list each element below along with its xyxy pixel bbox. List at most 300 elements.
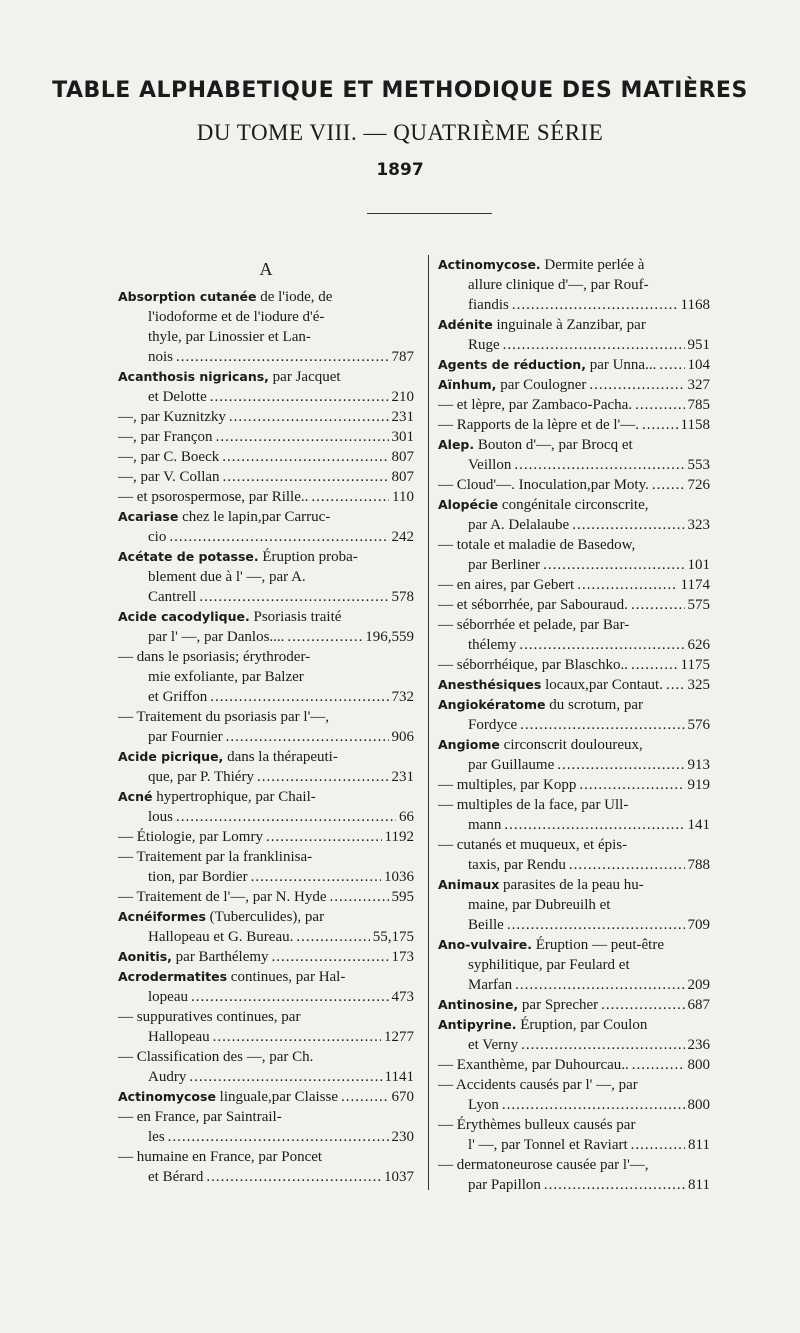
- entry-text: [118, 1149, 322, 1165]
- leader-dots: [569, 855, 685, 875]
- entry-line-text: Éruption, par Coulon: [520, 1017, 648, 1033]
- index-entry: [438, 795, 710, 835]
- entry-line: [118, 727, 414, 747]
- entry-line-text: blement due à l' —, par A.: [148, 569, 306, 585]
- entry-text: [118, 447, 219, 467]
- entry-text: [438, 395, 632, 415]
- page-number: 231: [391, 409, 414, 425]
- entry-line: [118, 887, 414, 907]
- page-number: 1174: [680, 577, 710, 593]
- leader-dots: [543, 555, 684, 575]
- entry-line: [438, 615, 710, 635]
- index-entry: [118, 487, 414, 507]
- index-entry: [118, 887, 414, 907]
- leader-dots: [572, 515, 684, 535]
- entry-heading: Aïnhum,: [438, 377, 497, 392]
- entry-text: [118, 827, 263, 847]
- entry-line: [438, 875, 710, 895]
- leader-dots: [222, 447, 388, 467]
- entry-text: [118, 369, 341, 385]
- index-entry: [438, 475, 710, 495]
- index-entry: [438, 595, 710, 615]
- entry-text: [148, 1167, 203, 1187]
- index-entry: [118, 507, 414, 547]
- entry-heading: Antinosine,: [438, 997, 519, 1012]
- entry-line-text: congénitale circonscrite,: [501, 497, 649, 513]
- entry-text: [438, 415, 639, 435]
- entry-line-text: allure clinique d'—, par Rouf-: [468, 277, 649, 293]
- page-number: 110: [392, 489, 414, 505]
- index-entry: [438, 655, 710, 675]
- entry-line-text: — séborrhéique, par Blaschko..: [438, 657, 628, 673]
- entry-line-text: Beille: [468, 917, 504, 933]
- index-entry: [438, 575, 710, 595]
- entry-line-text: — totale et maladie de Basedow,: [438, 537, 636, 553]
- entry-text: [118, 649, 310, 665]
- entry-line: [118, 907, 414, 927]
- index-entry: [118, 847, 414, 887]
- leader-dots: [210, 387, 389, 407]
- entry-heading: Acanthosis nigricans,: [118, 369, 269, 384]
- entry-text: [468, 295, 509, 315]
- entry-line-text: circonscrit douloureux,: [503, 737, 643, 753]
- leader-dots: [601, 995, 684, 1015]
- entry-line-text: par Fournier: [148, 729, 223, 745]
- entry-line: [438, 315, 710, 335]
- entry-line: [118, 1127, 414, 1147]
- index-entry: [438, 415, 710, 435]
- index-entry: [118, 967, 414, 1007]
- entry-heading: Absorption cutanée: [118, 289, 257, 304]
- entry-line: [118, 567, 414, 587]
- page-number: 473: [391, 989, 414, 1005]
- entry-line-text: — cutanés et muqueux, et épis-: [438, 837, 628, 853]
- index-entry: [438, 875, 710, 935]
- page-number: 726: [687, 477, 710, 493]
- entry-line-text: Psoriasis traité: [253, 609, 342, 625]
- entry-line: [118, 847, 414, 867]
- entry-line: [118, 287, 414, 307]
- entry-line-text: lous: [148, 809, 174, 825]
- entry-line-text: — Étiologie, par Lomry: [118, 829, 263, 845]
- entry-line-text: — Cloud'—. Inoculation,par Moty.: [438, 477, 649, 493]
- entry-line-text: mann: [468, 817, 502, 833]
- entry-text: [118, 549, 358, 565]
- entry-text: [148, 727, 223, 747]
- index-entry: [438, 355, 710, 375]
- entry-line-text: — dans le psoriasis; érythroder-: [118, 649, 311, 665]
- entry-line-text: —, par C. Boeck: [118, 449, 220, 465]
- page-number: 301: [391, 429, 414, 445]
- entry-line-text: par Coulogner: [500, 377, 587, 393]
- entry-line: [438, 375, 710, 395]
- entry-line: [118, 1167, 414, 1187]
- entry-text: [438, 937, 664, 953]
- entry-text: [468, 755, 554, 775]
- entry-line-text: — Accidents causés par l' —, par: [438, 1077, 638, 1093]
- entry-text: [438, 995, 598, 1015]
- entry-line-text: les: [148, 1129, 165, 1145]
- entry-text: [468, 335, 500, 355]
- entry-line: [438, 1075, 710, 1095]
- leader-dots: [507, 915, 685, 935]
- leader-dots: [521, 1035, 684, 1055]
- entry-line: [438, 895, 710, 915]
- entry-line: [438, 1095, 710, 1115]
- page-number: 101: [687, 557, 710, 573]
- entry-line: [438, 495, 710, 515]
- leader-dots: [223, 467, 389, 487]
- entry-heading: Alopécie: [438, 497, 499, 512]
- entry-line-text: par Guillaume: [468, 757, 555, 773]
- entry-line: [118, 407, 414, 427]
- entry-line: [438, 995, 710, 1015]
- index-entry: [438, 1115, 710, 1155]
- entry-line: [118, 587, 414, 607]
- entry-line: [438, 835, 710, 855]
- entry-line: [118, 387, 414, 407]
- page-number: 626: [687, 637, 710, 653]
- leader-dots: [176, 807, 396, 827]
- entry-heading: Anesthésiques: [438, 677, 542, 692]
- page-number: 173: [391, 949, 414, 965]
- entry-line-text: Éruption proba-: [262, 549, 358, 565]
- page-number: 951: [687, 337, 710, 353]
- entry-line: [438, 595, 710, 615]
- page-number: 1158: [680, 417, 710, 433]
- entry-line: [438, 955, 710, 975]
- entry-line: [118, 807, 414, 827]
- entry-line-text: maine, par Dubreuilh et: [468, 897, 611, 913]
- entry-text: [468, 455, 511, 475]
- entry-heading: Acide cacodylique.: [118, 609, 250, 624]
- index-entry: [438, 1075, 710, 1115]
- entry-text: [148, 587, 196, 607]
- page-number: 553: [687, 457, 710, 473]
- entry-line-text: que, par P. Thiéry: [148, 769, 254, 785]
- entry-line: [438, 655, 710, 675]
- entry-line: [438, 335, 710, 355]
- entry-line: [438, 675, 710, 695]
- entry-line: [438, 455, 710, 475]
- index-entry: [438, 255, 710, 315]
- entry-text: [118, 709, 329, 725]
- entry-line-text: thyle, par Linossier et Lan-: [148, 329, 311, 345]
- leader-dots: [652, 475, 685, 495]
- entry-line-text: par Barthélemy: [175, 949, 269, 965]
- page-number: 325: [687, 677, 710, 693]
- page-number: 104: [687, 357, 710, 373]
- entry-line-text: et Griffon: [148, 689, 208, 705]
- entry-text: [438, 317, 646, 333]
- leader-dots: [666, 675, 685, 695]
- entry-line: [438, 735, 710, 755]
- entry-line: [118, 427, 414, 447]
- entry-line: [438, 415, 710, 435]
- page-number: 141: [687, 817, 710, 833]
- entry-text: [468, 815, 501, 835]
- entry-line-text: Marfan: [468, 977, 513, 993]
- index-entry: [118, 787, 414, 827]
- page-number: 800: [687, 1057, 710, 1073]
- entry-line-text: Lyon: [468, 1097, 499, 1113]
- entry-text: [118, 1009, 300, 1025]
- entry-text: [438, 877, 644, 893]
- left-column: [118, 255, 414, 1187]
- leader-dots: [544, 1175, 685, 1195]
- entry-line-text: — et psorospermose, par Rille..: [118, 489, 309, 505]
- entry-line: [118, 507, 414, 527]
- index-entry: [438, 935, 710, 995]
- entry-text: [438, 675, 663, 695]
- entry-line: [438, 1175, 710, 1195]
- page-number: 687: [687, 997, 710, 1013]
- leader-dots: [557, 755, 684, 775]
- entry-text: [118, 969, 345, 985]
- entry-line-text: — séborrhée et pelade, par Bar-: [438, 617, 630, 633]
- entry-text: [468, 915, 504, 935]
- entry-line-text: par l' —, par Danlos....: [148, 629, 285, 645]
- entry-line-text: lopeau: [148, 989, 188, 1005]
- entry-text: [438, 257, 644, 273]
- index-entry: [438, 1015, 710, 1055]
- entry-line: [118, 447, 414, 467]
- entry-line: [438, 255, 710, 275]
- entry-line: [118, 967, 414, 987]
- entry-line: [438, 935, 710, 955]
- entry-heading: Angiome: [438, 737, 500, 752]
- leader-dots: [169, 527, 388, 547]
- entry-line-text: hypertrophique, par Chail-: [156, 789, 316, 805]
- entry-heading: Angiokératome: [438, 697, 546, 712]
- entry-line: [438, 555, 710, 575]
- index-entry: [438, 1155, 710, 1195]
- entry-text: [468, 975, 512, 995]
- entry-line-text: Bouton d'—, par Brocq et: [477, 437, 633, 453]
- entry-line: [118, 867, 414, 887]
- index-entry: [118, 287, 414, 367]
- entry-line-text: nois: [148, 349, 174, 365]
- entry-text: [148, 347, 173, 367]
- entry-text: [438, 1157, 649, 1173]
- leader-dots: [191, 987, 389, 1007]
- entry-text: [468, 1035, 518, 1055]
- entry-line: [118, 1007, 414, 1027]
- entry-text: [118, 909, 324, 925]
- leader-dots: [272, 947, 389, 967]
- entry-line-text: — humaine en France, par Poncet: [118, 1149, 323, 1165]
- page-number: 807: [391, 469, 414, 485]
- entry-line: [118, 547, 414, 567]
- entry-line-text: et Bérard: [148, 1169, 204, 1185]
- page-number: 670: [391, 1089, 414, 1105]
- entry-line-text: thélemy: [468, 637, 517, 653]
- page-number: 709: [687, 917, 710, 933]
- entry-text: [438, 837, 627, 853]
- entry-line: [438, 1135, 710, 1155]
- entry-line-text: Éruption — peut-être: [535, 937, 664, 953]
- entry-heading: Actinomycose.: [438, 257, 541, 272]
- entry-line-text: — Érythèmes bulleux causés par: [438, 1117, 636, 1133]
- entry-line: [118, 1027, 414, 1047]
- leader-dots: [341, 1087, 389, 1107]
- index-entry: [118, 367, 414, 407]
- year-label: 1897: [376, 160, 424, 180]
- entry-heading: Acné: [118, 789, 153, 804]
- entry-line: [438, 775, 710, 795]
- entry-line: [118, 307, 414, 327]
- entry-text: [438, 1055, 629, 1075]
- entry-text: [438, 575, 574, 595]
- entry-line-text: tion, par Bordier: [148, 869, 248, 885]
- entry-line-text: et Delotte: [148, 389, 207, 405]
- entry-line-text: continues, par Hal-: [230, 969, 346, 985]
- entry-line-text: de l'iode, de: [260, 289, 333, 305]
- entry-line: [118, 927, 414, 947]
- leader-dots: [631, 595, 685, 615]
- entry-text: [148, 687, 207, 707]
- leader-dots: [226, 727, 389, 747]
- entry-text: [148, 527, 166, 547]
- entry-line: [438, 275, 710, 295]
- leader-dots: [589, 375, 684, 395]
- entry-text: [148, 309, 324, 325]
- entry-line: [118, 607, 414, 627]
- entry-text: [118, 1087, 338, 1107]
- page-number: 913: [687, 757, 710, 773]
- entry-line: [438, 715, 710, 735]
- leader-dots: [502, 1095, 685, 1115]
- entry-line: [118, 827, 414, 847]
- entry-line-text: Fordyce: [468, 717, 518, 733]
- page-number: 230: [391, 1129, 414, 1145]
- entry-line: [118, 367, 414, 387]
- leader-dots: [287, 627, 362, 647]
- entry-text: [468, 1095, 499, 1115]
- index-entry: [118, 547, 414, 607]
- entry-line-text: parasites de la peau hu-: [503, 877, 644, 893]
- index-entry: [118, 647, 414, 707]
- entry-line: [118, 1047, 414, 1067]
- entry-line-text: syphilitique, par Feulard et: [468, 957, 630, 973]
- entry-line: [438, 1015, 710, 1035]
- page-number: 906: [391, 729, 414, 745]
- index-entry: [118, 427, 414, 447]
- entry-line-text: dans la thérapeuti-: [227, 749, 338, 765]
- entry-heading: Alep.: [438, 437, 475, 452]
- entry-line: [118, 987, 414, 1007]
- entry-line-text: — Classification des —, par Ch.: [118, 1049, 314, 1065]
- entry-line: [438, 915, 710, 935]
- entry-line-text: linguale,par Claisse: [219, 1089, 338, 1105]
- index-entry: [438, 995, 710, 1015]
- page-number: 242: [391, 529, 414, 545]
- entry-line-text: par Jacquet: [272, 369, 341, 385]
- page-number: 788: [687, 857, 710, 873]
- leader-dots: [504, 815, 684, 835]
- entry-text: [438, 475, 649, 495]
- entry-text: [438, 737, 643, 753]
- entry-line-text: — Traitement du psoriasis par l'—,: [118, 709, 330, 725]
- entry-text: [468, 855, 566, 875]
- entry-line-text: et Verny: [468, 1037, 519, 1053]
- entry-text: [468, 515, 569, 535]
- section-letter: A: [259, 259, 273, 279]
- index-entry: [438, 775, 710, 795]
- entry-heading: Actinomycose: [118, 1089, 216, 1104]
- leader-dots: [512, 295, 678, 315]
- entry-line: [438, 295, 710, 315]
- entry-line-text: l'iodoforme et de l'iodure d'é-: [148, 309, 325, 325]
- entry-line: [118, 647, 414, 667]
- index-entry: [118, 747, 414, 787]
- entry-line-text: Dermite perlée à: [544, 257, 645, 273]
- index-entry: [118, 607, 414, 647]
- index-entry: [438, 835, 710, 875]
- entry-line-text: par A. Delalaube: [468, 517, 570, 533]
- index-entry: [118, 907, 414, 947]
- entry-line-text: chez le lapin,par Carruc-: [182, 509, 331, 525]
- page-number: 1192: [384, 829, 414, 845]
- entry-line: [118, 347, 414, 367]
- index-entry: [118, 1087, 414, 1107]
- entry-line: [438, 855, 710, 875]
- entry-heading: Adénite: [438, 317, 493, 332]
- index-entry: [438, 675, 710, 695]
- entry-text: [118, 947, 269, 967]
- leader-dots: [631, 655, 678, 675]
- page-number: 807: [391, 449, 414, 465]
- entry-line-text: cio: [148, 529, 167, 545]
- entry-line: [118, 1147, 414, 1167]
- entry-line: [438, 975, 710, 995]
- entry-line: [438, 795, 710, 815]
- index-entry: [438, 395, 710, 415]
- page-number: 209: [687, 977, 710, 993]
- entry-line-text: —, par V. Collan: [118, 469, 220, 485]
- entry-text: [468, 1175, 541, 1195]
- leader-dots: [251, 867, 381, 887]
- page-number: 595: [391, 889, 414, 905]
- entry-line-text: par Papillon: [468, 1177, 541, 1193]
- entry-line-text: par Berliner: [468, 557, 541, 573]
- leader-dots: [503, 335, 685, 355]
- entry-heading: Agents de réduction,: [438, 357, 586, 372]
- entry-line-text: —, par Françon: [118, 429, 213, 445]
- entry-line-text: inguinale à Zanzibar, par: [496, 317, 646, 333]
- leader-dots: [519, 635, 684, 655]
- entry-text: [148, 569, 306, 585]
- entry-text: [438, 617, 629, 633]
- entry-line-text: par Unna...: [589, 357, 657, 373]
- page-number: 66: [399, 809, 414, 825]
- entry-line-text: — Rapports de la lèpre et de l'—.: [438, 417, 639, 433]
- entry-text: [438, 775, 576, 795]
- entry-line-text: locaux,par Contaut.: [545, 677, 663, 693]
- entry-line-text: Hallopeau et G. Bureau.: [148, 929, 294, 945]
- entry-line-text: Hallopeau: [148, 1029, 210, 1045]
- leader-dots: [579, 775, 684, 795]
- entry-line-text: — suppuratives continues, par: [118, 1009, 301, 1025]
- entry-heading: Antipyrine.: [438, 1017, 517, 1032]
- page-number: 576: [687, 717, 710, 733]
- page-number: 1277: [384, 1029, 414, 1045]
- page-number: 1037: [384, 1169, 414, 1185]
- entry-heading: Aonitis,: [118, 949, 172, 964]
- entry-line: [118, 627, 414, 647]
- entry-text: [468, 957, 630, 973]
- entry-text: [148, 767, 254, 787]
